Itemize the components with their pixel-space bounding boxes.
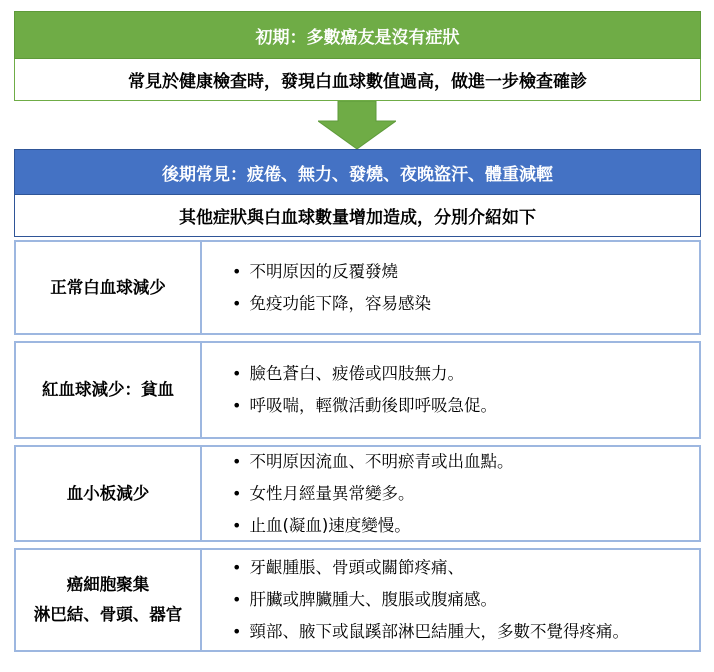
late-stage-title: 後期常見：疲倦、無力、發燒、夜晚盜汗、體重減輕 [162, 164, 553, 185]
late-stage-detail: 其他症狀與白血球數量增加造成，分別介紹如下 [179, 208, 536, 228]
early-stage-title: 初期：多數癌友是沒有症狀 [255, 27, 460, 48]
late-stage-header [14, 149, 701, 195]
category-label: 正常白血球減少 [50, 277, 166, 297]
symptom-row-platelets [14, 445, 701, 542]
category-label: 淋巴結、骨頭、器官 [33, 605, 183, 624]
symptom-row-white-cells [14, 240, 701, 335]
symptom-category [16, 242, 202, 333]
symptom-list [202, 550, 699, 650]
symptom-category [16, 447, 202, 540]
symptom-item: • 止血(凝血)速度變慢。 [232, 510, 699, 542]
symptom-item: • 不明原因流血、不明瘀青或出血點。 [232, 446, 699, 478]
down-arrow-icon [318, 101, 396, 149]
symptom-list [202, 242, 699, 333]
symptom-row-anemia [14, 341, 701, 439]
symptom-item: • 免疫功能下降，容易感染 [232, 288, 699, 320]
symptom-item: • 頸部、腋下或鼠蹊部淋巴結腫大，多數不覺得疼痛。 [232, 616, 699, 648]
early-stage-header [14, 11, 701, 59]
early-stage-detail: 常見於健康檢查時，發現白血球數值過高，做進一步檢查確診 [128, 72, 587, 92]
symptom-category [16, 550, 202, 650]
symptom-item: • 臉色蒼白、疲倦或四肢無力。 [232, 358, 699, 390]
symptom-list [202, 343, 699, 437]
symptom-item: • 呼吸喘，輕微活動後即呼吸急促。 [232, 390, 699, 422]
early-stage-detail-box [14, 59, 701, 101]
late-stage-detail-box [14, 195, 701, 237]
symptom-item: • 牙齦腫脹、骨頭或關節疼痛、 [232, 552, 699, 584]
category-label: 癌細胞聚集 [66, 575, 150, 594]
symptom-item: • 不明原因的反覆發燒 [232, 256, 699, 288]
symptom-category [16, 343, 202, 437]
category-label: 紅血球減少：貧血 [42, 380, 174, 399]
symptom-item: • 肝臟或脾臟腫大、腹脹或腹痛感。 [232, 584, 699, 616]
symptom-list [202, 447, 699, 540]
category-label: 血小板減少 [66, 483, 150, 503]
symptom-item: • 女性月經量異常變多。 [232, 478, 699, 510]
symptom-row-infiltration [14, 548, 701, 652]
